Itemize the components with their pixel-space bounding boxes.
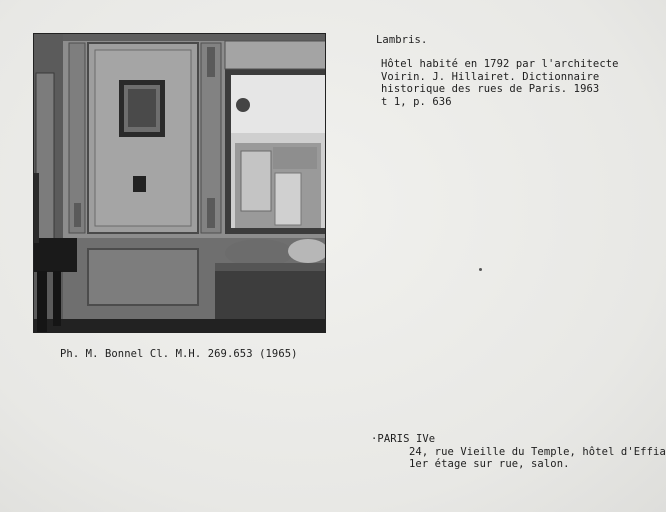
speck-mark: [479, 268, 482, 271]
caption-line-4: t 1, p. 636: [381, 95, 452, 108]
caption-line-2: Voirin. J. Hillairet. Dictionnaire: [381, 70, 600, 83]
location-city: ·PARIS IVe: [371, 433, 436, 445]
interior-photograph: [33, 33, 326, 333]
caption-title: Lambris.: [376, 34, 428, 46]
address-line-2: 1er étage sur rue, salon.: [409, 458, 570, 470]
address-line-1: 24, rue Vieille du Temple, hôtel d'Effia: [409, 445, 666, 458]
caption-line-1: Hôtel habité en 1792 par l'architecte: [381, 58, 619, 70]
photo-credit: Ph. M. Bonnel Cl. M.H. 269.653 (1965): [60, 348, 298, 360]
caption-line-3: historique des rues de Paris. 1963: [381, 83, 600, 95]
